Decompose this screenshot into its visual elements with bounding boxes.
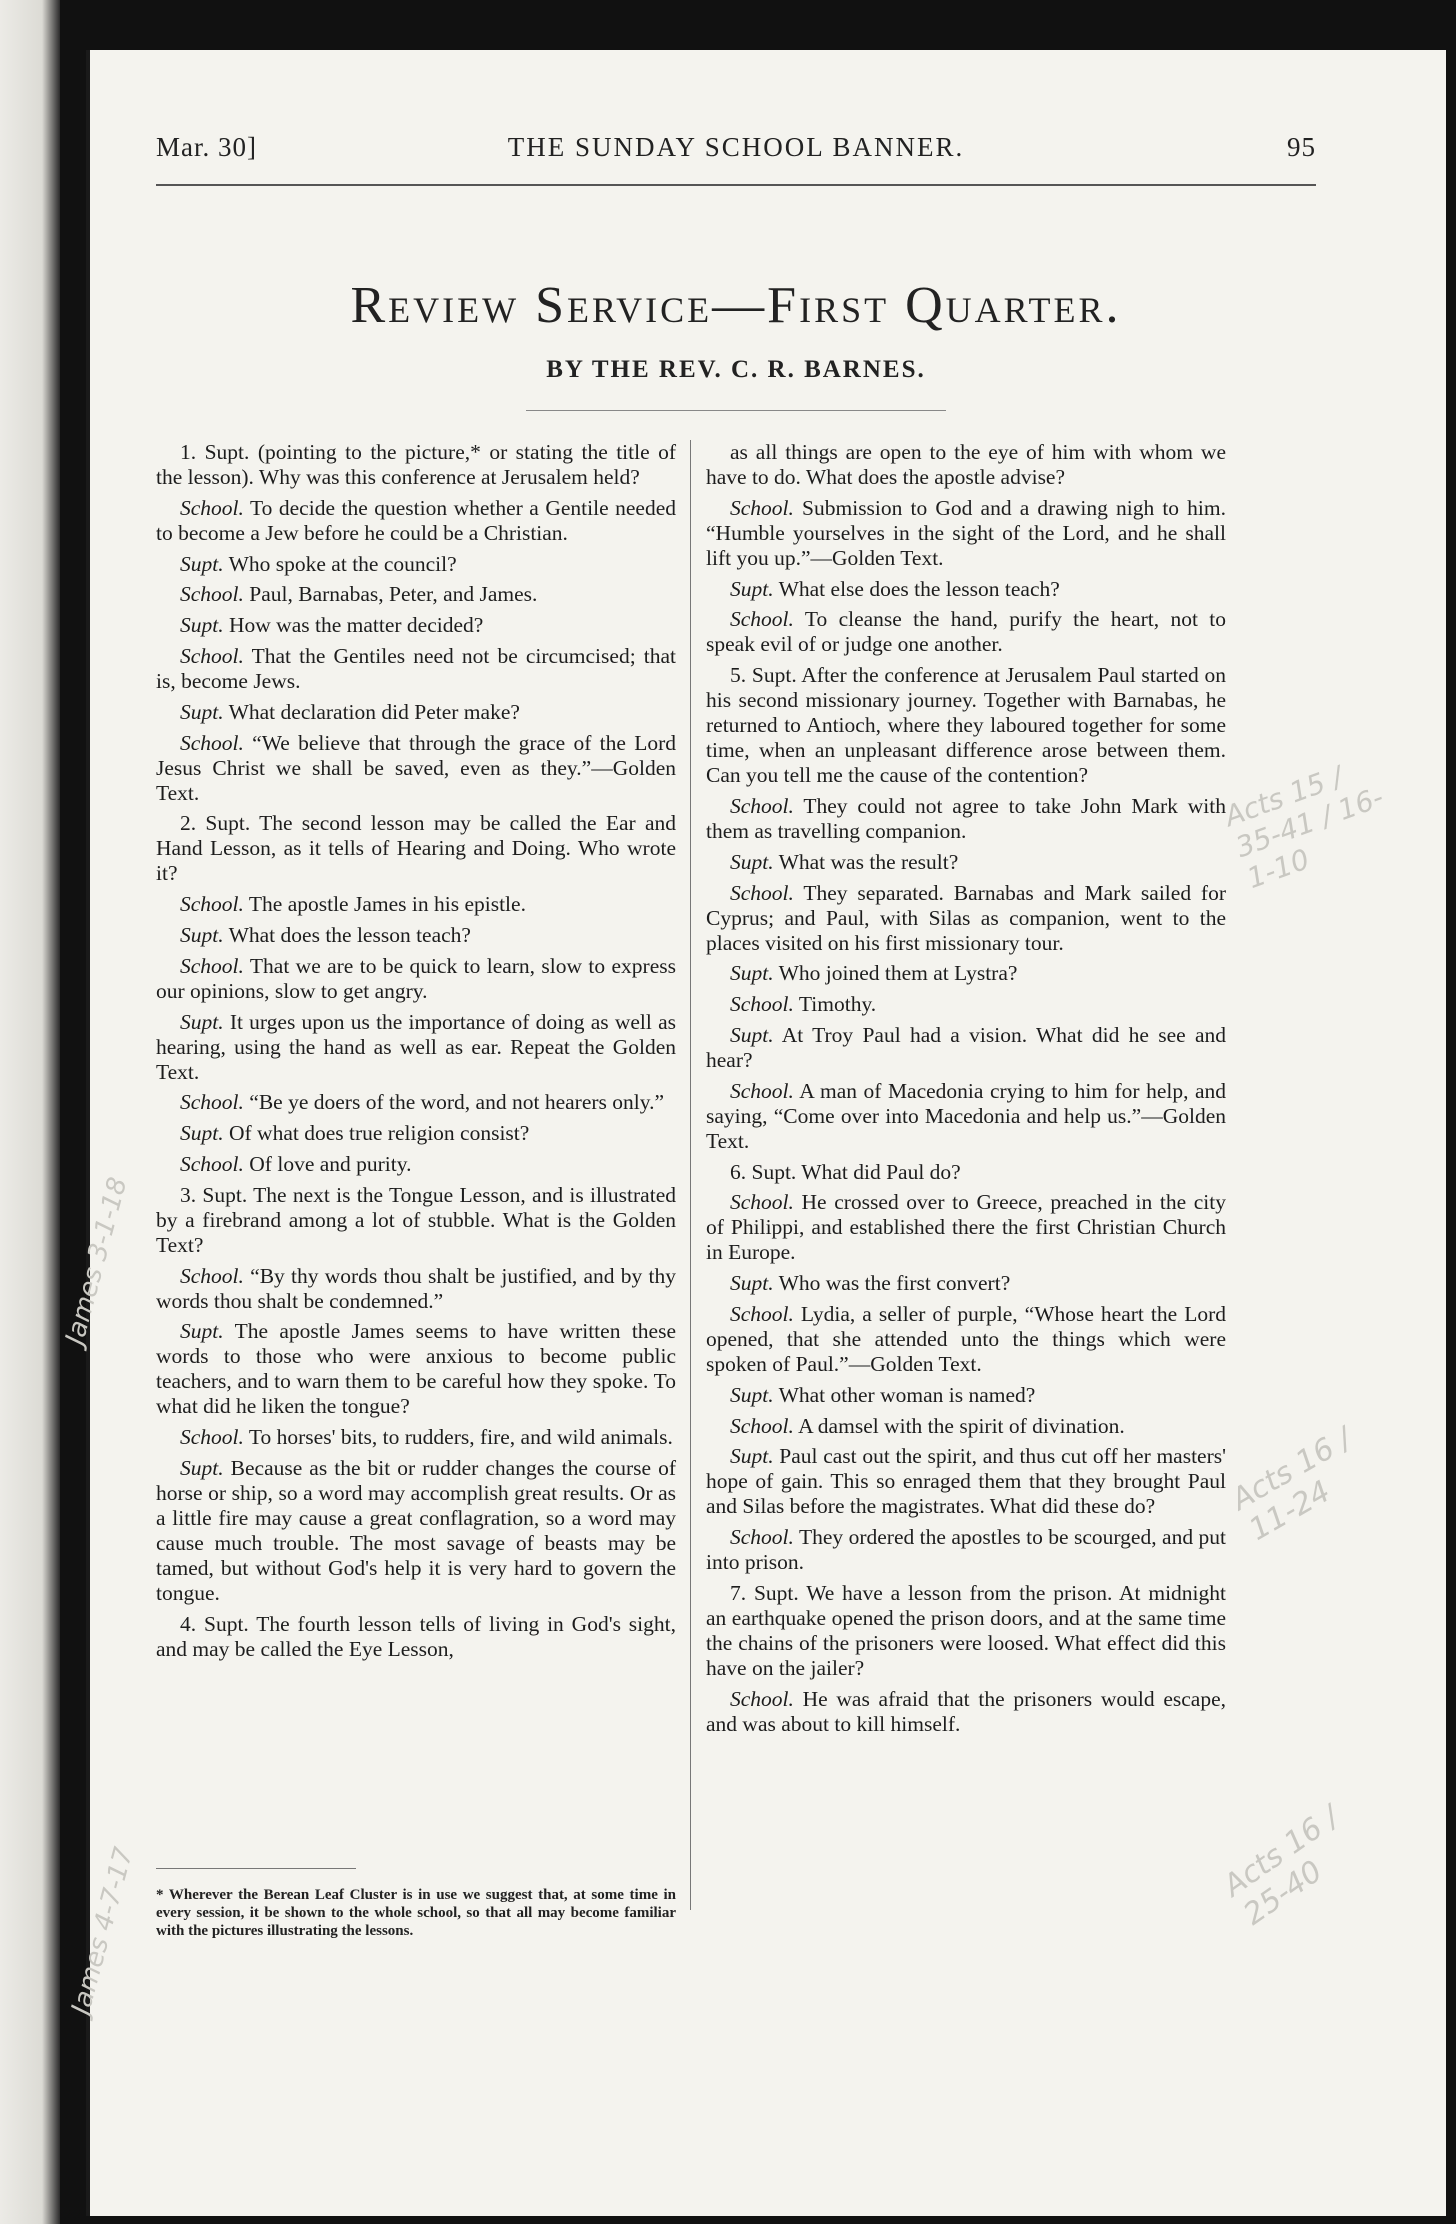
paragraph-text: The apostle James in his epistle. (243, 892, 526, 917)
speaker-label: Supt. (180, 1319, 224, 1344)
speaker-label: School. (730, 793, 794, 818)
dialogue-paragraph (706, 1581, 1226, 1681)
paragraph-text: How was the matter decided? (223, 613, 484, 638)
issue-date: Mar. 30] (156, 132, 257, 162)
dialogue-paragraph (706, 496, 1226, 571)
speaker-label: Supt. (180, 1455, 224, 1480)
dialogue-paragraph (706, 961, 1226, 986)
speaker-label: Supt. (180, 1121, 224, 1146)
paragraph-text: To decide the question whether a Gentile needed to become a Jew before he could be a Christian. (156, 495, 676, 545)
speaker-label: School. (180, 1151, 244, 1176)
pencil-annotation: James 4-7-17 (66, 1844, 140, 2018)
dialogue-paragraph (156, 700, 676, 725)
speaker-label: School. (730, 880, 794, 905)
speaker-label: Supt. (730, 961, 774, 986)
paragraph-text: Submission to God and a drawing nigh to him. “Humble yourselves in the sight of the Lord, and he shall lift you up.”—Golden Text. (706, 495, 1226, 570)
dialogue-paragraph (706, 1079, 1226, 1154)
dialogue-paragraph (156, 1612, 676, 1662)
paragraph-text: At Troy Paul had a vision. What did he see and hear? (706, 1022, 1226, 1072)
right-column (706, 440, 1226, 1743)
page-number: 95 (1287, 132, 1316, 162)
dialogue-paragraph (156, 1090, 676, 1115)
dialogue-paragraph (706, 1383, 1226, 1408)
paragraph-text: Paul cast out the spirit, and thus cut off her masters' hope of gain. This so enraged them that they brought Paul and Silas before the magistrates. What did these do? (706, 1444, 1226, 1519)
dialogue-paragraph (706, 1525, 1226, 1575)
paragraph-text: 4. Supt. The fourth lesson tells of living in God's sight, and may be called the Eye Lesson, (156, 1611, 676, 1661)
pencil-annotation: Acts 16 / 11-24 (1225, 1421, 1358, 1548)
dialogue-paragraph (706, 1023, 1226, 1073)
speaker-label: School. (730, 1686, 794, 1711)
paragraph-text: To horses' bits, to rudders, fire, and wild animals. (243, 1425, 673, 1450)
dialogue-paragraph (156, 1456, 676, 1606)
speaker-label: School. (730, 1525, 794, 1550)
paragraph-text: A damsel with the spirit of divination. (793, 1413, 1125, 1438)
paragraph-text: “We believe that through the grace of the Lord Jesus Christ we shall be saved, even as they.”—Golden Text. (156, 730, 676, 805)
paragraph-text: Because as the bit or rudder changes the course of horse or ship, so a word may accomplish great results. Or as a little fire may cause a great conflagration, so a word may cause much trouble. The most savage of beasts may be tamed, but without God's help it is very hard to govern the tongue. (156, 1455, 676, 1605)
paragraph-text: 5. Supt. After the conference at Jerusalem Paul started on his second missionary journey. Together with Barnabas, he returned to Antioch, where they laboured together for some time, when an unpleasant difference arose between them. Can you tell me the cause of the contention? (706, 663, 1226, 788)
speaker-label: Supt. (180, 699, 224, 724)
column-divider (690, 440, 691, 1910)
dialogue-paragraph (156, 1425, 676, 1450)
paragraph-text: Paul, Barnabas, Peter, and James. (243, 582, 538, 607)
speaker-label: School. (180, 495, 244, 520)
dialogue-paragraph (706, 1444, 1226, 1519)
dialogue-paragraph (156, 644, 676, 694)
dialogue-paragraph (706, 1271, 1226, 1296)
pencil-annotation: James 3-1-18 (60, 1174, 134, 1348)
paragraph-text: A man of Macedonia crying to him for help, and saying, “Come over into Macedonia and help us.”—Golden Text. (706, 1078, 1226, 1153)
dialogue-paragraph (156, 1121, 676, 1146)
dialogue-paragraph (706, 1302, 1226, 1377)
dialogue-paragraph (156, 496, 676, 546)
dialogue-paragraph (156, 440, 676, 490)
paragraph-text: They ordered the apostles to be scourged, and put into prison. (706, 1525, 1226, 1575)
dialogue-paragraph (156, 923, 676, 948)
paragraph-text: Of love and purity. (243, 1151, 412, 1176)
paragraph-text: as all things are open to the eye of him with whom we have to do. What does the apostle advise? (706, 440, 1226, 489)
article-byline: BY THE REV. C. R. BARNES. (546, 356, 926, 383)
dialogue-paragraph (706, 1414, 1226, 1439)
dialogue-paragraph (156, 892, 676, 917)
speaker-label: School. (180, 1090, 244, 1115)
speaker-label: Supt. (180, 551, 224, 576)
paragraph-text: Who joined them at Lystra? (773, 961, 1018, 986)
footnote: * Wherever the Berean Leaf Cluster is in use we suggest that, at some time in every session, it be shown to the whole school, so that all may become familiar with the pictures illustrating the lessons. (156, 1887, 676, 1939)
speaker-label: School. (730, 1190, 794, 1215)
journal-title: THE SUNDAY SCHOOL BANNER. (507, 132, 965, 162)
paragraph-text: He crossed over to Greece, preached in the city of Philippi, and established there the first Christian Church in Europe. (706, 1190, 1226, 1265)
dialogue-paragraph (156, 613, 676, 638)
paragraph-text: “Be ye doers of the word, and not hearers only.” (243, 1090, 665, 1115)
speaker-label: School. (730, 1301, 794, 1326)
dialogue-paragraph (706, 992, 1226, 1017)
speaker-label: School. (180, 953, 244, 978)
paragraph-text: What other woman is named? (773, 1382, 1036, 1407)
speaker-label: Supt. (180, 613, 224, 638)
paragraph-text: To cleanse the hand, purify the heart, not to speak evil of or judge one another. (706, 607, 1226, 657)
left-column (156, 440, 676, 1668)
dialogue-paragraph (706, 607, 1226, 657)
paragraph-text: Lydia, a seller of purple, “Whose heart the Lord opened, that she attended unto the things which were spoken of Paul.”—Golden Text. (706, 1301, 1226, 1376)
dialogue-paragraph (156, 1183, 676, 1258)
paragraph-text: What declaration did Peter make? (223, 699, 520, 724)
speaker-label: School. (180, 1425, 244, 1450)
paragraph-text: It urges upon us the importance of doing as well as hearing, using the hand as well as ear. Repeat the Golden Text. (156, 1009, 676, 1084)
paragraph-text: 3. Supt. The next is the Tongue Lesson, and is illustrated by a firebrand among a lot of stubble. What is the Golden Text? (156, 1182, 676, 1257)
dialogue-paragraph (706, 663, 1226, 788)
speaker-label: Supt. (180, 1009, 224, 1034)
dialogue-paragraph (156, 1319, 676, 1419)
paragraph-text: Timothy. (793, 992, 877, 1017)
dialogue-paragraph (706, 881, 1226, 956)
speaker-label: Supt. (730, 1271, 774, 1296)
paragraph-text: Of what does true religion consist? (223, 1121, 530, 1146)
paragraph-text: What else does the lesson teach? (773, 576, 1060, 601)
speaker-label: Supt. (730, 1022, 774, 1047)
speaker-label: School. (730, 1078, 794, 1103)
dialogue-paragraph (706, 850, 1226, 875)
dialogue-paragraph (156, 811, 676, 886)
speaker-label: School. (730, 1413, 794, 1438)
dialogue-paragraph (156, 1152, 676, 1177)
dialogue-paragraph (706, 1687, 1226, 1737)
paragraph-text: Who was the first convert? (773, 1271, 1011, 1296)
dialogue-paragraph (706, 577, 1226, 602)
header-rule (156, 184, 1316, 186)
speaker-label: School. (180, 730, 244, 755)
pencil-annotation: Acts 15 / 35-41 / 16-1-10 (1220, 759, 1388, 896)
pencil-annotation: Acts 16 / 25-40 (1217, 1799, 1346, 1933)
speaker-label: Supt. (730, 576, 774, 601)
speaker-label: School. (180, 643, 244, 668)
paragraph-text: 1. Supt. (pointing to the picture,* or stating the title of the lesson). Why was this conference at Jerusalem held? (156, 440, 676, 489)
speaker-label: Supt. (730, 1444, 774, 1469)
paragraph-text: The apostle James seems to have written these words to those who were anxious to become public teachers, and to warn them to be careful how they spoke. To what did he liken the tongue? (156, 1319, 676, 1419)
speaker-label: Supt. (180, 922, 224, 947)
speaker-label: School. (730, 495, 794, 520)
paragraph-text: 6. Supt. What did Paul do? (730, 1159, 961, 1184)
dialogue-paragraph (156, 1010, 676, 1085)
paragraph-text: That the Gentiles need not be circumcised; that is, become Jews. (156, 643, 676, 693)
footnote-rule (156, 1868, 356, 1869)
paragraph-text: Who spoke at the council? (223, 551, 457, 576)
adjacent-page-edge (0, 0, 60, 2224)
paragraph-text: “By thy words thou shalt be justified, and by thy words thou shalt be condemned.” (156, 1263, 676, 1313)
paragraph-text: He was afraid that the prisoners would escape, and was about to kill himself. (706, 1686, 1226, 1736)
paragraph-text: They could not agree to take John Mark with them as travelling companion. (706, 793, 1226, 843)
dialogue-paragraph (156, 731, 676, 806)
dialogue-paragraph (156, 582, 676, 607)
title-rule (526, 410, 946, 411)
speaker-label: School. (730, 992, 794, 1017)
speaker-label: Supt. (730, 849, 774, 874)
speaker-label: School. (180, 582, 244, 607)
dialogue-paragraph (706, 1190, 1226, 1265)
speaker-label: School. (180, 892, 244, 917)
speaker-label: Supt. (730, 1382, 774, 1407)
paragraph-text: That we are to be quick to learn, slow to express our opinions, slow to get angry. (156, 953, 676, 1003)
dialogue-paragraph (706, 440, 1226, 490)
speaker-label: School. (180, 1263, 244, 1288)
paragraph-text: 7. Supt. We have a lesson from the prison. At midnight an earthquake opened the prison doors, and at the same time the chains of the prisoners were loosed. What effect did this have on the jailer? (706, 1580, 1226, 1680)
paragraph-text: What was the result? (773, 849, 959, 874)
paragraph-text: They separated. Barnabas and Mark sailed for Cyprus; and Paul, with Silas as companion, went to the places visited on his first missionary tour. (706, 880, 1226, 955)
running-head (156, 132, 1316, 176)
dialogue-paragraph (156, 954, 676, 1004)
dialogue-paragraph (156, 1264, 676, 1314)
dialogue-paragraph (706, 794, 1226, 844)
paragraph-text: 2. Supt. The second lesson may be called the Ear and Hand Lesson, as it tells of Hearing and Doing. Who wrote it? (156, 811, 676, 886)
paragraph-text: What does the lesson teach? (223, 922, 471, 947)
article-title: Review Service—First Quarter. (350, 277, 1122, 334)
dialogue-paragraph (156, 552, 676, 577)
dialogue-paragraph (706, 1160, 1226, 1185)
speaker-label: School. (730, 607, 794, 632)
